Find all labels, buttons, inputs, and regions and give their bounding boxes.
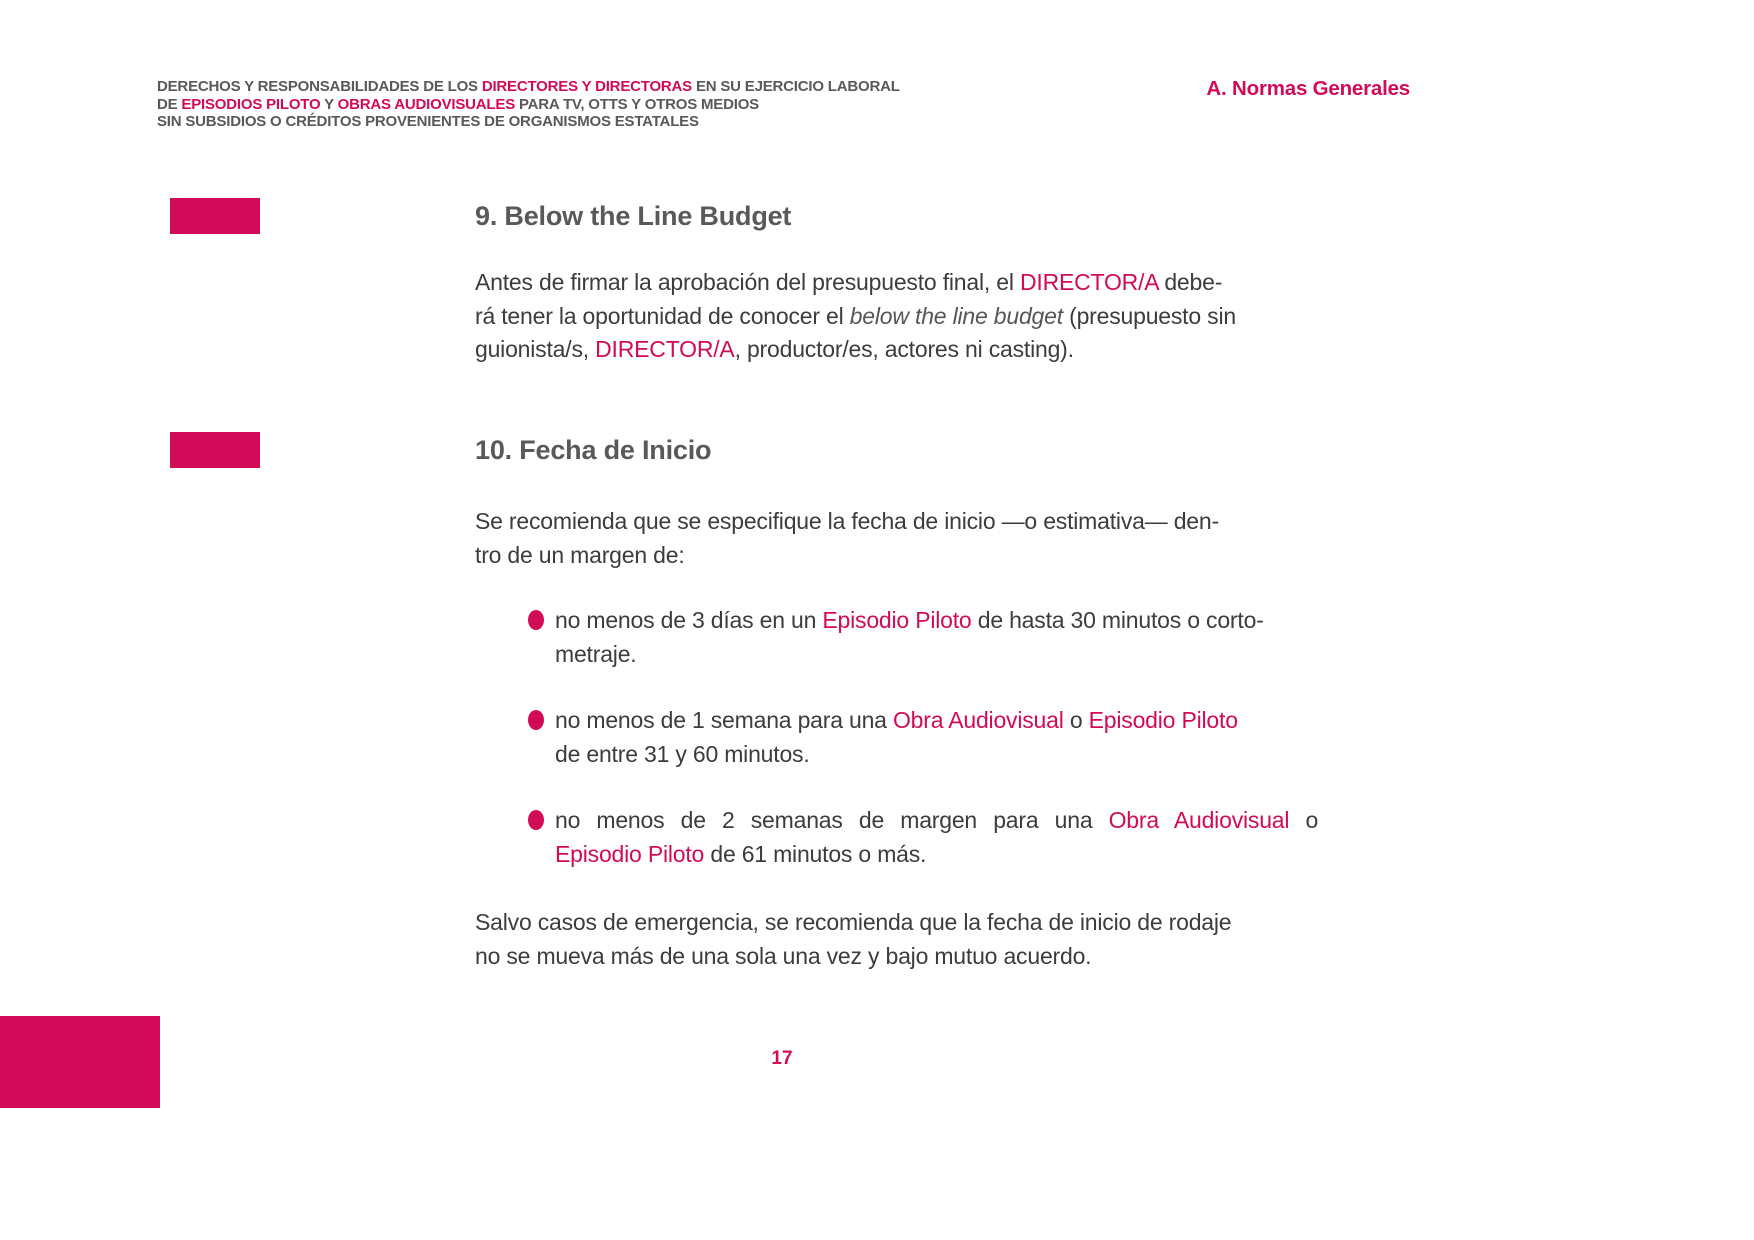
- margin-rules-list: [528, 604, 1318, 904]
- list-item: [528, 804, 1318, 871]
- running-header: [157, 78, 900, 131]
- chapter-label: A. Normas Generales: [1206, 77, 1410, 100]
- text-segment: no se mueva más de una sola una vez y bajo mutuo acuerdo.: [475, 942, 1092, 969]
- text-segment: de entre 31 y 60 minutos.: [555, 740, 810, 767]
- accent-term: DIRECTORES Y DIRECTORAS: [481, 78, 692, 95]
- running-header-line-2: [157, 96, 900, 114]
- text-segment: guionista/s,: [475, 336, 596, 362]
- text-segment: DERECHOS Y RESPONSABILIDADES DE LOS: [157, 78, 482, 95]
- text-segment: de hasta 30 minutos o corto-: [971, 607, 1264, 633]
- paragraph-fecha-outro: [475, 906, 1231, 973]
- page-number: 17: [771, 1048, 793, 1069]
- text-segment: o: [1063, 707, 1089, 733]
- text-segment: SIN SUBSIDIOS O CRÉDITOS PROVENIENTES DE ORGANISMOS ESTATALES: [157, 113, 699, 130]
- text-segment: Salvo casos de emergencia, se recomienda que la fecha de inicio de rodaje: [475, 909, 1232, 935]
- list-item: [528, 704, 1318, 771]
- text-segment: de 61 minutos o más.: [704, 840, 927, 867]
- list-item-text: [555, 804, 1318, 871]
- text-segment: below the line budget: [849, 302, 1063, 329]
- section-marker-9: [170, 198, 260, 234]
- bullet-icon: [528, 610, 544, 630]
- text-segment: no menos de 1 semana para una: [555, 707, 893, 733]
- text-segment: Se recomienda que se especifique la fecha de inicio —o estimativa— den-: [475, 508, 1219, 534]
- text-segment: DE: [157, 95, 182, 113]
- list-item-text: [555, 704, 1238, 771]
- accent-term: DIRECTOR/A: [595, 336, 735, 362]
- text-segment: tro de un margen de:: [475, 541, 685, 568]
- text-segment: EN SU EJERCICIO LABORAL: [691, 78, 900, 95]
- list-item: [528, 604, 1318, 671]
- accent-term: Episodio Piloto: [1088, 707, 1238, 733]
- accent-term: Obra Audiovisual: [892, 707, 1064, 733]
- accent-term: Episodio Piloto: [822, 607, 972, 633]
- accent-term: DIRECTOR/A: [1019, 269, 1159, 295]
- text-segment: (presupuesto sin: [1062, 302, 1236, 329]
- section-marker-10: [170, 432, 260, 468]
- text-segment: no menos de 2 semanas de margen para una: [555, 807, 1109, 833]
- text-segment: rá tener la oportunidad de conocer el: [475, 302, 850, 329]
- list-item-text: [555, 604, 1264, 671]
- text-segment: Y: [320, 95, 338, 113]
- accent-term: Episodio Piloto: [555, 840, 705, 867]
- accent-term: EPISODIOS PILOTO: [181, 95, 321, 113]
- paragraph-fecha-intro: [475, 505, 1219, 572]
- section-heading-9: 9. Below the Line Budget: [475, 200, 792, 231]
- running-header-line-3: [157, 113, 900, 131]
- text-segment: o: [1289, 807, 1319, 833]
- bullet-icon: [528, 710, 544, 730]
- text-segment: metraje.: [555, 640, 637, 667]
- paragraph-below-the-line: [475, 266, 1236, 367]
- accent-term: Obra Audiovisual: [1108, 807, 1290, 833]
- bullet-icon: [528, 810, 544, 830]
- text-segment: Antes de firmar la aprobación del presupuesto final, el: [475, 269, 1020, 295]
- footer-corner-block: [0, 1016, 160, 1108]
- text-segment: , productor/es, actores ni casting).: [734, 336, 1074, 362]
- running-header-line-1: [157, 78, 900, 96]
- accent-term: OBRAS AUDIOVISUALES: [337, 95, 515, 113]
- text-segment: debe-: [1158, 269, 1223, 295]
- text-segment: no menos de 3 días en un: [555, 607, 823, 633]
- section-heading-10: 10. Fecha de Inicio: [475, 434, 712, 465]
- text-segment: PARA TV, OTTS Y OTROS MEDIOS: [515, 95, 759, 113]
